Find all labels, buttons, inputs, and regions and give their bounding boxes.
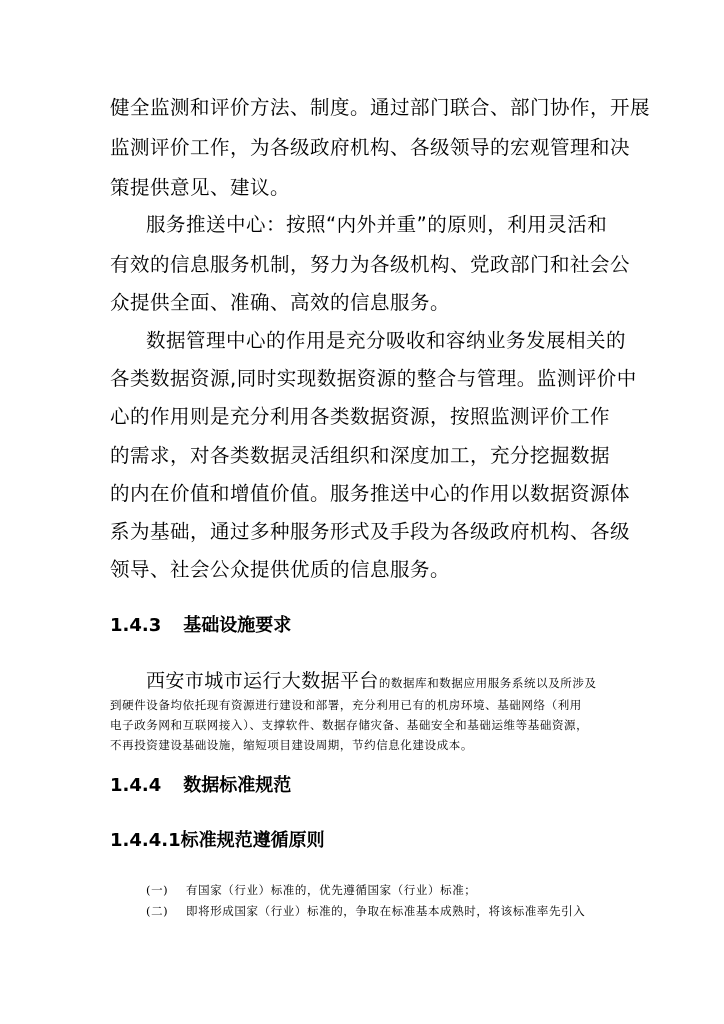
para3-line-2: 各类数据资源,同时实现数据资源的整合与管理。监测评价中 bbox=[110, 367, 637, 390]
para4-line-2: 到硬件设备均依托现有资源进行建设和部署，充分利用已有的机房环境、基础网络（利用 bbox=[110, 698, 582, 712]
list-text: 即将形成国家（行业）标准的，争取在标准基本成熟时，将该标准率先引入 bbox=[186, 904, 586, 918]
para4-line-3: 电子政务网和互联网接入）、支撑软件、数据存储灾备、基础安全和基础运维等基础资源， bbox=[110, 718, 589, 732]
section-number: 1.4.3 bbox=[110, 615, 162, 636]
section-heading-1-4-3 bbox=[110, 614, 291, 638]
para1-line-3: 策提供意见、建议。 bbox=[110, 176, 291, 199]
para1-line-2: 监测评价工作，为各级政府机构、各级领导的宏观管理和决 bbox=[110, 136, 631, 159]
para4-line-4: 不再投资建设基础设施，缩短项目建设周期，节约信息化建设成本。 bbox=[110, 738, 473, 752]
para3-line-1: 数据管理中心的作用是充分吸收和容纳业务发展相关的 bbox=[146, 329, 627, 352]
section-title: 数据标准规范 bbox=[183, 775, 292, 796]
para1-line-1: 健全监测和评价方法、制度。通过部门联合、部门协作，开展 bbox=[110, 96, 651, 119]
para2-line-3: 众提供全面、准确、高效的信息服务。 bbox=[110, 291, 451, 314]
section-heading-1-4-4-1: 1.4.4.1标准规范遵循原则 bbox=[110, 830, 325, 851]
para3-line-4: 的需求，对各类数据灵活组织和深度加工，充分挖掘数据 bbox=[110, 444, 611, 467]
para3-line-6: 系为基础，通过多种服务形式及手段为各级政府机构、各级 bbox=[110, 520, 631, 543]
para3-line-3: 心的作用则是充分利用各类数据资源，按照监测评价工作 bbox=[110, 405, 611, 428]
para3-line-5: 的内在价值和增值价值。服务推送中心的作用以数据资源体 bbox=[110, 482, 631, 505]
para3-line-7: 领导、社会公众提供优质的信息服务。 bbox=[110, 558, 451, 581]
list-marker: (二) bbox=[146, 904, 169, 918]
list-text: 有国家（行业）标准的，优先遵循国家（行业）标准； bbox=[186, 883, 477, 897]
list-marker: (一) bbox=[146, 883, 169, 897]
section-title: 基础设施要求 bbox=[183, 615, 292, 636]
section-number: 1.4.4 bbox=[110, 775, 162, 796]
para4-line-1-rest: 的数据库和数据应用服务系统以及所涉及 bbox=[378, 676, 597, 690]
section-heading-1-4-4 bbox=[110, 774, 291, 798]
para4-line-1 bbox=[146, 670, 597, 694]
platform-name: 西安市城市运行大数据平台 bbox=[146, 670, 379, 692]
para2-line-1: 服务推送中心：按照“内外并重”的原则，利用灵活和 bbox=[146, 213, 608, 236]
para2-line-2: 有效的信息服务机制，努力为各级机构、党政部门和社会公 bbox=[110, 253, 631, 276]
